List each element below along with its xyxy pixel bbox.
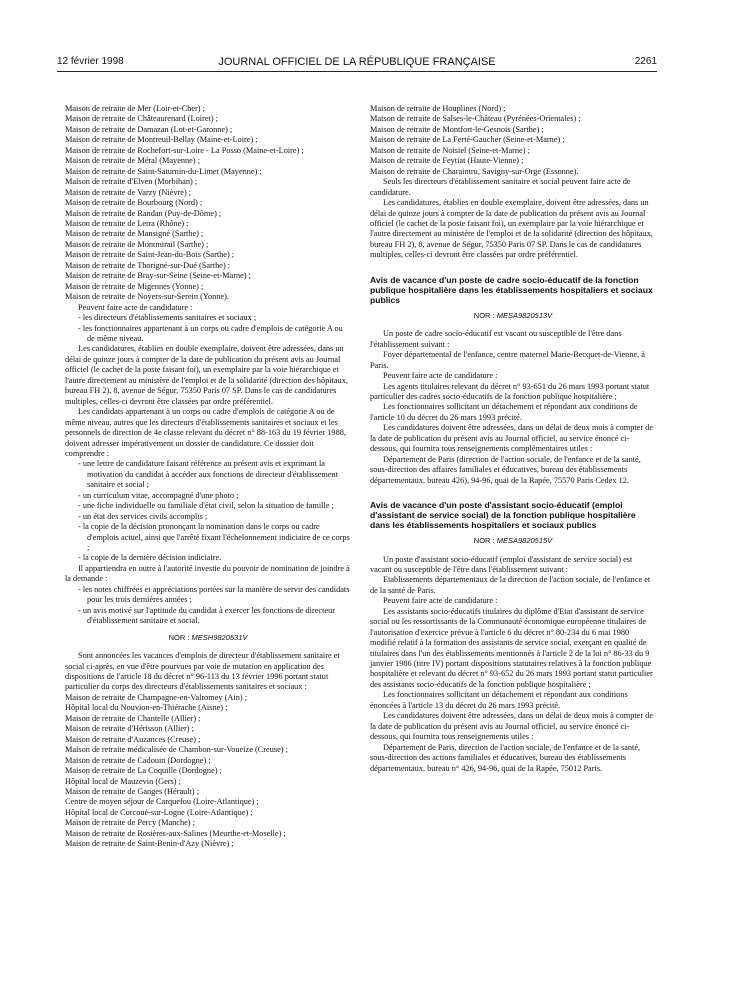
list-item: Maison de retraite de Rosières-aux-Salines (Meurthe-et-Moselle) ; xyxy=(65,828,286,838)
list-item: Maison de retraite de Ganges (Hérault) ; xyxy=(65,787,200,796)
paragraph: Etablissements départementaux de la direction de l'action sociale, de l'enfance et de la santé de Paris. xyxy=(370,575,651,595)
list-item: Maison de retraite de Thorigné-sur-Dué (Sarthe) ; xyxy=(65,260,231,270)
paragraph: Peuvent faire acte de candidature : xyxy=(383,596,498,606)
maisons-list-c xyxy=(370,104,656,177)
paragraph: Sont annoncées les vacances d'emplois de directeur d'établissement sanitaire et social ci-après, en vue d'être pourvues par voie de mutation en application des dispositions de l'article 18 du décret n° 96-113 du 13 février 1996 portant statut particulier du corps des directeurs d'établissements sanitaires et sociaux : xyxy=(65,651,340,692)
list-item: Maison de retraite de Bray-sur-Seine (Seine-et-Marne) ; xyxy=(65,271,251,281)
nor-reference xyxy=(370,536,656,546)
list-item: - les fonctionnaires appartenant à un corps ou cadre d'emplois de catégorie A ou de même niveau. xyxy=(78,323,343,343)
list-item: Hôpital local du Nouvion-en-Thiérache (Aisne) ; xyxy=(65,703,228,713)
header-rule xyxy=(57,71,657,72)
list-item: Centre de moyen séjour de Carquefou (Loire-Atlantique) ; xyxy=(65,797,259,807)
nor-label: NOR : xyxy=(168,632,190,642)
list-item: Hôpital local de Mauzevin (Gers) ; xyxy=(65,776,181,786)
list-item: Maison de retraite de La Coquille (Dordogne) ; xyxy=(65,766,222,776)
nor-label: NOR : xyxy=(473,536,495,546)
list-item: Maison de retraite de Rochefort-sur-Loire - La Posso (Maine-et-Loire) ; xyxy=(65,145,304,155)
paragraph: Les fonctionnaires sollicitant un détachement et répondant aux conditions de l'article 10 du décret du 26 mars 1993 précité. xyxy=(370,402,638,422)
paragraph: Les assistants socio-éducatifs titulaires du diplôme d'Etat d'assistant de service social ou les ressortissants de la Communauté économique européenne titulaires de l'autorisation d'exercice prévue à l'article 6 du décret n° 80-234 du 6 mai 1980 modifié relatif à la formation des assistants de service social, exerçant en qualité de titulaires dans l'un des établissements mentionnés à l'article 2 de la loi n° 86-33 du 9 janvier 1986 (titre IV) portant dispositions statutaires relatives à la fonction publique hospitalière et relevant du décret n° 93-652 du 26 mars 1993 portant statut particulier des assistants socio-éducatifs de la fonction publique hospitalière ; xyxy=(370,606,653,689)
list-item: Hôpital local de Corcoué-sur-Logne (Loire-Atlantique) ; xyxy=(65,807,253,817)
page-number: 2261 xyxy=(634,56,657,67)
list-item: Maison de retraite de Noyers-sur-Serein (Yonne). xyxy=(65,292,229,302)
maisons-list-b xyxy=(65,693,351,850)
list-item: Maison de retraite de Cadouin (Dordogne) ; xyxy=(65,755,211,765)
list-item: Maison de retraite de Mer (Loir-et-Cher) ; xyxy=(65,104,205,113)
paragraph: Les candidatures, établies en double exemplaire, doivent être adressées, dans un délai de quinze jours à compter de la date de publication du présent avis au Journal officiel (le cachet de la poste faisant foi), un exemplaire par la voie hiérarchique et l'autre directement au ministère de l'emploi et de la solidarité (direction des hôpitaux, bureau FH 2), 8, avenue de Ségur, 75350 Paris 07 SP. Dans le cas de candidatures multiples, celles-ci devront être classées par ordre préférentiel. xyxy=(65,344,348,406)
nor-reference xyxy=(65,633,351,643)
nor-code: MESA9820513V xyxy=(496,310,553,320)
list-item: Maison de retraite de Montreuil-Bellay (Maine-et-Loire) ; xyxy=(65,135,258,145)
nor-code: MESA9820515V xyxy=(496,536,553,546)
list-item: - les notes chiffrées et appréciations portées sur la manière de servir des candidats pour les trois dernières années ; xyxy=(78,584,350,605)
list-item: Maison de retraite de Letra (Rhône) ; xyxy=(65,218,189,228)
list-item: Maison de retraite médicalisée de Chambon-sur-Voueize (Creuse) ; xyxy=(65,745,288,755)
nor-label: NOR : xyxy=(473,310,495,320)
paragraph: Foyer départemental de l'enfance, centre maternel Marie-Becquet-de-Vienne, à Paris. xyxy=(370,350,645,370)
list-item: Maison de retraite de Chantelle (Allier) ; xyxy=(65,713,201,723)
list-item: Maison de retraite de Salses-le-Château (Pyrénées-Orientales) ; xyxy=(370,114,581,124)
nor-reference xyxy=(370,311,656,321)
list-item: - un avis motivé sur l'aptitude du candidat à exercer les fonctions de directeur d'établissement sanitaire et social. xyxy=(78,605,335,626)
page-header xyxy=(57,56,657,70)
paragraph: Il appartiendra en outre à l'autorité investie du pouvoir de nomination de joindre à la demande : xyxy=(65,563,350,584)
list-item: - la copie de la décision prononçant la nomination dans le corps ou cadre d'emplois actuel, ainsi que l'arrêté fixant l'échelonnement indiciaire de ce corps ; xyxy=(78,522,350,553)
journal-title: JOURNAL OFFICIEL DE LA RÉPUBLIQUE FRANÇAISE xyxy=(218,56,496,68)
right-column xyxy=(370,104,656,774)
paragraph: Les fonctionnaires sollicitant un détachement et répondant aux conditions énoncées à l'article 13 du décret du 26 mars 1993 précité. xyxy=(370,690,628,710)
list-item: - un curriculum vitae, accompagné d'une photo ; xyxy=(78,490,239,500)
paragraph: Les candidatures doivent être adressées, dans un délai de deux mois à compter de la date de publication du présent avis au Journal officiel, au service énoncé ci-dessous, qui fournira tous renseignements utiles : xyxy=(370,711,654,742)
list-item: Maison de retraite de Montfort-le-Gesnois (Sarthe) ; xyxy=(370,124,544,134)
paragraph: Peuvent faire acte de candidature : xyxy=(383,371,498,381)
list-item: Maison de retraite de Saint-Benin-d'Azy (Nièvre) ; xyxy=(65,839,234,849)
list-item: Maison de retraite de Saint-Saturnin-du-Limet (Mayenne) ; xyxy=(65,166,262,176)
left-column xyxy=(65,104,351,850)
list-item: Maison de retraite de Houplines (Nord) ; xyxy=(370,104,506,113)
paragraph: Département de Paris (direction de l'action sociale, de l'enfance et de la santé, sous-direction des affaires familiales et éducatives, bureau des établissements départementaux, bureau 426), 94-96, quai de la Rapée, 75570 Paris Cedex 12. xyxy=(370,454,641,485)
paragraph: Les candidatures, établies en double exemplaire, doivent être adressées, dans un délai de quinze jours à compter de la date de publication du présent avis au Journal officiel (le cachet de la poste faisant foi), un exemplaire par la voie hiérarchique et l'autre directement au ministère de l'emploi et de la solidarité (direction des hôpitaux, bureau FH 2), 8, avenue de Ségur, 75350 Paris 07 SP. Dans le cas de candidatures multiples, celles-ci devront être classées par ordre préférentiel. xyxy=(370,198,653,260)
list-item: - une fiche individuelle ou familiale d'état civil, selon la situation de famille ; xyxy=(78,501,334,511)
list-item: - une lettre de candidature faisant référence au présent avis et exprimant la motivation du candidat à accéder aux fonctions de directeur d'établissement sanitaire et social ; xyxy=(78,459,338,490)
paragraph: Les agents titulaires relevant du décret n° 93-651 du 26 mars 1993 portant statut particulier des cadres socio-éducatifs de la fonction publique hospitalière ; xyxy=(370,381,650,401)
list-item: Maison de retraite de Charaintru, Savigny-sur-Orge (Essonne). xyxy=(370,166,579,176)
list-item: Maison de retraite de Champagne-en-Valromey (Ain) ; xyxy=(65,692,248,702)
paragraph: Un poste d'assistant socio-éducatif (emploi d'assistant de service social) est vacant ou susceptible de l'être dans l'établissement suivant : xyxy=(370,554,633,574)
list-item: Maison de retraite de Damazan (Lot-et-Garonne) ; xyxy=(65,124,233,134)
maisons-list-a xyxy=(65,104,351,303)
paragraph: Département de Paris, direction de l'action sociale, de l'enfance et de la santé, sous-direction des actions familiales et éducatives, bureau des établissements départementaux, bureau n° 426, 94-96, quai de la Rapée, 75012 Paris. xyxy=(370,742,641,773)
paragraph: Les candidatures doivent être adressées, dans un délai de deux mois à compter de la date de publication du présent avis au Journal officiel, au service énoncé ci-dessous, qui fournira tous renseignements complémentaires utiles : xyxy=(370,423,654,454)
paragraph: Seuls les directeurs d'établissement sanitaire et social peuvent faire acte de candidature. xyxy=(370,177,631,197)
nor-code: MESH9820531V xyxy=(191,632,248,642)
list-item: Maison de retraite de Bourbourg (Nord) ; xyxy=(65,198,203,208)
list-item: - un état des services civils accomplis ; xyxy=(78,511,208,521)
list-item: Maison de retraite de Noisiel (Seine-et-Marne) ; xyxy=(370,145,530,155)
candidature-intro: Peuvent faire acte de candidature : xyxy=(78,302,193,312)
list-item: Maison de retraite de Randan (Puy-de-Dôme) ; xyxy=(65,208,222,218)
list-item: Maison de retraite d'Auzances (Creuse) ; xyxy=(65,734,201,744)
list-item: Maison de retraite de La Ferté-Gaucher (Seine-et-Marne) ; xyxy=(370,135,565,145)
list-item: Maison de retraite de Châteaurenard (Loiret) ; xyxy=(65,114,218,124)
list-item: Maison de retraite de Mansigné (Sarthe) ; xyxy=(65,229,204,239)
paragraph: Les candidats appartenant à un corps ou cadre d'emplois de catégorie A ou de même niveau, autres que les directeurs d'établissements sanitaires et sociaux et les personnels de direction de 4e classe relevant du décret n° 88-163 du 19 février 1988, doivent adresser impérativement un dossier de candidature. Ce dossier doit comprendre : xyxy=(65,407,346,458)
section-heading: Avis de vacance d'un poste de cadre socio-éducatif de la fonction publique hospitalière dans les établissements hospitaliers et sociaux publics xyxy=(370,274,653,305)
list-item: Maison de retraite d'Elven (Morbihan) ; xyxy=(65,177,198,187)
paragraph: Un poste de cadre socio-éducatif est vacant ou susceptible de l'être dans l'établissement suivant : xyxy=(370,329,622,349)
list-item: Maison de retraite de Percy (Manche) ; xyxy=(65,818,195,828)
list-item: - les directeurs d'établissements sanitaires et sociaux ; xyxy=(78,313,257,323)
list-item: Maison de retraite d'Hérisson (Allier) ; xyxy=(65,724,194,734)
list-item: Maison de retraite de Montmirail (Sarthe) ; xyxy=(65,239,209,249)
list-item: Maison de retraite de Varzy (Nièvre) ; xyxy=(65,187,192,197)
section-heading: Avis de vacance d'un poste d'assistant socio-éducatif (emploi d'assistant de service social) de la fonction publique hospitalière dans les établissements hospitaliers et sociaux publics xyxy=(370,500,636,531)
issue-date: 12 février 1998 xyxy=(57,56,124,67)
list-item: Maison de retraite de Méral (Mayenne) ; xyxy=(65,156,200,166)
list-item: Maison de retraite de Feytiat (Haute-Vienne) ; xyxy=(370,156,524,166)
list-item: Maison de retraite de Saint-Jean-du-Bois (Sarthe) ; xyxy=(65,250,235,260)
list-item: - la copie de la dernière décision indiciaire. xyxy=(78,553,222,563)
list-item: Maison de retraite de Migennes (Yonne) ; xyxy=(65,281,204,291)
